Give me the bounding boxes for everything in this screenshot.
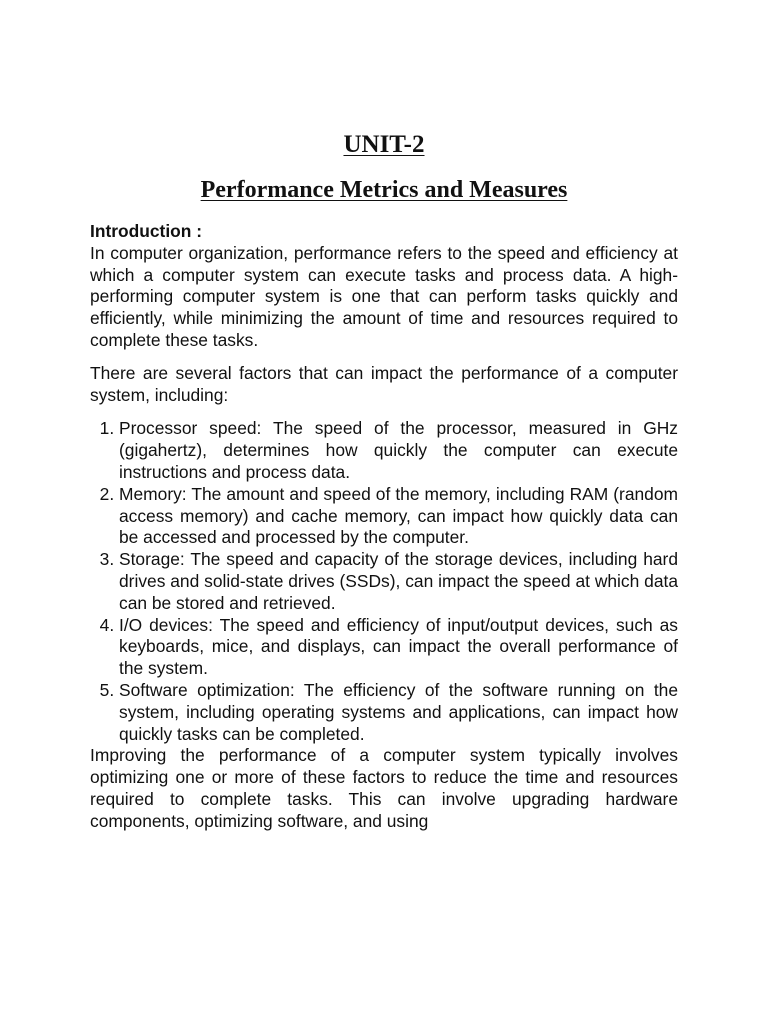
document-page — [90, 128, 678, 833]
list-item: 3. Storage: The speed and capacity of the storage devices, including hard drives and solid-state drives (SSDs), can impact the speed at which data can be stored and retrieved. — [119, 549, 678, 614]
list-item: 4. I/O devices: The speed and efficiency of input/output devices, such as keyboards, mice, and displays, can impact the overall performance of the system. — [119, 615, 678, 680]
factors-list — [90, 418, 678, 745]
introduction-paragraph: In computer organization, performance refers to the speed and efficiency at which a computer system can execute tasks and process data. A high-performing computer system is one that can perform tasks quickly and efficiently, while minimizing the amount of time and resources required to complete these tasks. — [90, 242, 678, 350]
list-item: 5. Software optimization: The efficiency of the software running on the system, including operating systems and applications, can impact how quickly tasks can be completed. — [119, 680, 678, 745]
list-item: 2. Memory: The amount and speed of the memory, including RAM (random access memory) and cache memory, can impact how quickly data can be accessed and processed by the computer. — [119, 484, 678, 549]
list-item: 1. Processor speed: The speed of the processor, measured in GHz (gigahertz), determines how quickly the computer can execute instructions and process data. — [119, 418, 678, 483]
closing-paragraph: Improving the performance of a computer system typically involves optimizing one or more of these factors to reduce the time and resources required to complete tasks. This can involve upgrading hardware components, optimizing software, and using — [90, 745, 678, 831]
document-title-text: Performance Metrics and Measures — [200, 177, 568, 203]
introduction-heading: Introduction : — [90, 221, 203, 241]
document-title — [90, 173, 678, 207]
unit-heading-text: UNIT-2 — [343, 131, 425, 158]
factors-intro-paragraph: There are several factors that can impact the performance of a computer system, including: — [90, 362, 678, 405]
unit-heading — [90, 128, 678, 162]
